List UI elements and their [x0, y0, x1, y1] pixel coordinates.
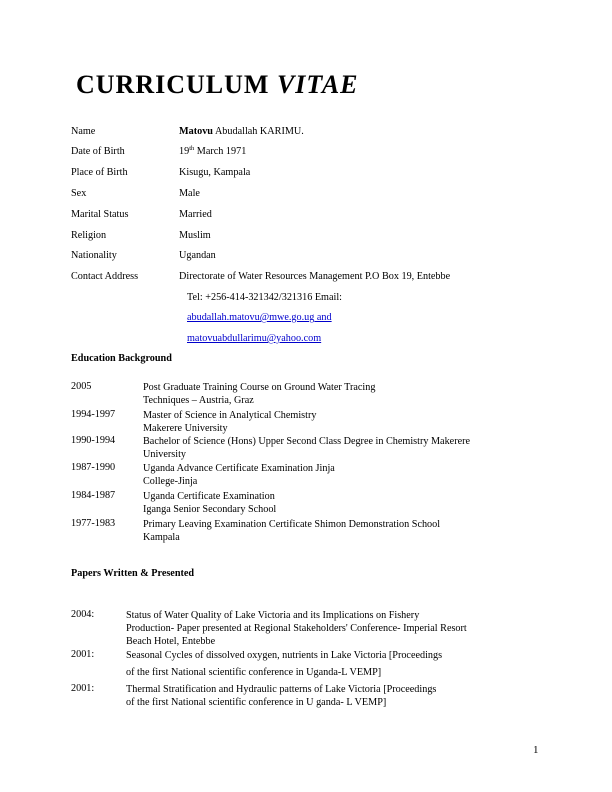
- education-entry: [143, 435, 523, 461]
- education-line: College-Jinja: [143, 476, 198, 487]
- paper-line: Thermal Stratification and Hydraulic patterns of Lake Victoria [Proceedings: [126, 684, 437, 695]
- paper-line: Status of Water Quality of Lake Victoria and its Implications on Fishery: [126, 610, 420, 621]
- name-value: [179, 126, 304, 137]
- title-main: CURRICULUM: [76, 70, 270, 99]
- paper-line: Seasonal Cycles of dissolved oxygen, nutrients in Lake Victoria [Proceedings: [126, 650, 443, 661]
- sex-value: Male: [179, 188, 200, 199]
- nationality-value: Ugandan: [179, 250, 216, 261]
- email-link-1[interactable]: abudallah.matovu@mwe.go.ug: [187, 312, 315, 323]
- name-label: Name: [71, 126, 96, 137]
- education-entry: [143, 518, 523, 544]
- education-entry: [143, 381, 523, 407]
- education-year: 1977-1983: [71, 518, 116, 529]
- paper-entry: [126, 609, 526, 648]
- education-year: 1990-1994: [71, 435, 116, 446]
- paper-line: of the first National scientific conference in Uganda-L VEMP]: [126, 667, 382, 678]
- contact-label: Contact Address: [71, 271, 139, 282]
- pob-value: Kisugu, Kampala: [179, 167, 251, 178]
- education-line: Master of Science in Analytical Chemistry: [143, 410, 317, 421]
- pob-label: Place of Birth: [71, 167, 128, 178]
- page-number: 1: [533, 744, 539, 756]
- paper-entry: [126, 649, 526, 679]
- education-year: 1994-1997: [71, 409, 116, 420]
- nationality-label: Nationality: [71, 250, 117, 261]
- paper-line: of the first National scientific conference in U ganda- L VEMP]: [126, 697, 387, 708]
- dob-day: 19: [179, 146, 190, 157]
- paper-line: Production- Paper presented at Regional Stakeholders' Conference- Imperial Resort: [126, 623, 467, 634]
- contact-line2: Tel: +256-414-321342/321316 Email:: [187, 292, 342, 303]
- sex-label: Sex: [71, 188, 87, 199]
- email-and: and: [314, 312, 332, 323]
- contact-line1: Directorate of Water Resources Management P.O Box 19, Entebbe: [179, 271, 451, 282]
- email-line1: [187, 312, 332, 323]
- education-year: 2005: [71, 381, 92, 392]
- dob-label: Date of Birth: [71, 146, 125, 157]
- education-year: 1984-1987: [71, 490, 116, 501]
- education-line: Uganda Advance Certificate Examination Jinja: [143, 463, 335, 474]
- education-heading: Education Background: [71, 353, 172, 364]
- religion-label: Religion: [71, 230, 107, 241]
- education-entry: [143, 462, 523, 488]
- paper-line: Beach Hotel, Entebbe: [126, 636, 216, 647]
- marital-value: Married: [179, 209, 212, 220]
- title-italic: VITAE: [276, 70, 359, 99]
- education-line: University: [143, 449, 187, 460]
- education-line: Post Graduate Training Course on Ground Water Tracing: [143, 382, 376, 393]
- education-line: Kampala: [143, 532, 180, 543]
- education-line: Iganga Senior Secondary School: [143, 504, 277, 515]
- education-line: Makerere University: [143, 423, 228, 434]
- education-entry: [143, 490, 523, 516]
- email-link-2[interactable]: matovuabdullarimu@yahoo.com: [187, 333, 322, 344]
- religion-value: Muslim: [179, 230, 211, 241]
- education-year: 1987-1990: [71, 462, 116, 473]
- dob-suffix: th: [189, 145, 195, 152]
- education-line: Uganda Certificate Examination: [143, 491, 275, 502]
- education-line: Bachelor of Science (Hons) Upper Second Class Degree in Chemistry Makerere: [143, 436, 471, 447]
- dob-value: [179, 146, 246, 157]
- marital-label: Marital Status: [71, 209, 129, 220]
- name-surname: Matovu: [179, 126, 213, 137]
- dob-rest: March 1971: [194, 146, 247, 157]
- papers-heading: Papers Written & Presented: [71, 568, 195, 579]
- education-line: Techniques – Austria, Graz: [143, 395, 254, 406]
- education-line: Primary Leaving Examination Certificate Shimon Demonstration School: [143, 519, 441, 530]
- email-line2: [187, 333, 321, 344]
- paper-year: 2004:: [71, 609, 95, 620]
- paper-entry: [126, 683, 526, 709]
- education-entry: [143, 409, 523, 435]
- document-title: [76, 70, 359, 100]
- paper-year: 2001:: [71, 683, 95, 694]
- paper-year: 2001:: [71, 649, 95, 660]
- name-rest: Abudallah KARIMU.: [212, 126, 304, 137]
